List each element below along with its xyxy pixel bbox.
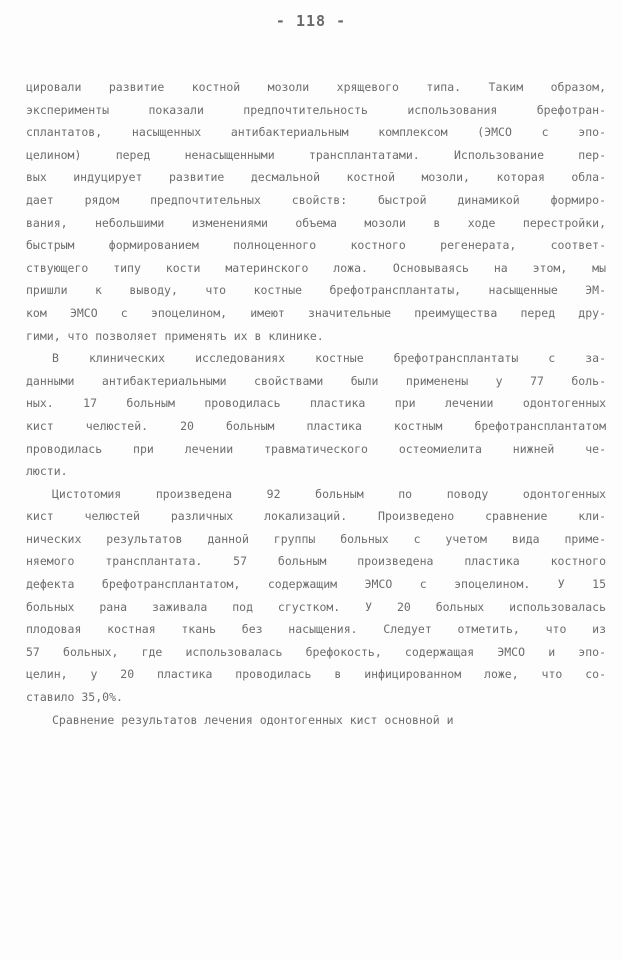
text-line: проводилась при лечении травматического остеомиелита нижней че-	[26, 441, 606, 456]
body-text	[26, 76, 606, 731]
text-line: ствующего типу кости материнского ложа. Основываясь на этом, мы	[26, 260, 606, 275]
text-line: сплантатов, насыщенных антибактериальным комплексом (ЭМСО с эпо-	[26, 125, 606, 140]
text-line: няемого трансплантата. 57 больным произведена пластика костного	[26, 554, 606, 569]
text-line: кист челюстей. 20 больным пластика костным брефотрансплантатом	[26, 418, 606, 433]
text-line: вания, небольшими изменениями объема мозоли в ходе перестройки,	[26, 215, 606, 230]
page-number: - 118 -	[275, 12, 347, 30]
text-line: дает рядом предпочтительных свойств: быстрой динамикой формиро-	[26, 192, 606, 207]
text-line: ком ЭМСО с эпоцелином, имеют значительные преимущества перед дру-	[26, 305, 606, 320]
text-line: плодовая костная ткань без насыщения. Следует отметить, что из	[26, 622, 606, 637]
text-line: целин, у 20 пластика проводилась в инфицированном ложе, что со-	[26, 667, 606, 682]
text-line: вых индуцирует развитие десмальной костной мозоли, которая обла-	[26, 170, 606, 185]
text-line: кист челюстей различных локализаций. Произведено сравнение кли-	[26, 509, 606, 524]
text-line: данными антибактериальными свойствами были применены у 77 боль-	[26, 373, 606, 388]
text-line: быстрым формированием полноценного костного регенерата, соответ-	[26, 238, 606, 253]
text-line: цировали развитие костной мозоли хрящевого типа. Таким образом,	[26, 80, 606, 94]
text-line: целином) перед ненасыщенными трансплантатами. Использование пер-	[26, 147, 606, 162]
text-line: гими, что позволяет применять их в клинике.	[26, 328, 324, 343]
text-line: Сравнение результатов лечения одонтогенных кист основной и	[52, 712, 454, 727]
text-line: нических результатов данной группы больных с учетом вида приме-	[26, 531, 606, 546]
text-line: люсти.	[26, 464, 68, 479]
text-line: дефекта брефотрансплантатом, содержащим ЭМСО с эпоцелином. У 15	[26, 577, 606, 592]
text-line: ных. 17 больным проводилась пластика при лечении одонтогенных	[26, 396, 606, 411]
text-line: пришли к выводу, что костные брефотрансплантаты, насыщенные ЭМ-	[26, 283, 606, 298]
text-line: ставило 35,0%.	[26, 690, 123, 705]
text-line: В клинических исследованиях костные брефотрансплантаты с за-	[52, 351, 606, 366]
text-line: больных рана заживала под сгустком. У 20 больных использовалась	[26, 599, 606, 614]
text-line: эксперименты показали предпочтительность использования брефотран-	[26, 102, 606, 117]
text-line: Цистотомия произведена 92 больным по поводу одонтогенных	[52, 486, 606, 501]
text-line: 57 больных, где использовалась брефокость, содержащая ЭМСО и эпо-	[26, 644, 606, 659]
